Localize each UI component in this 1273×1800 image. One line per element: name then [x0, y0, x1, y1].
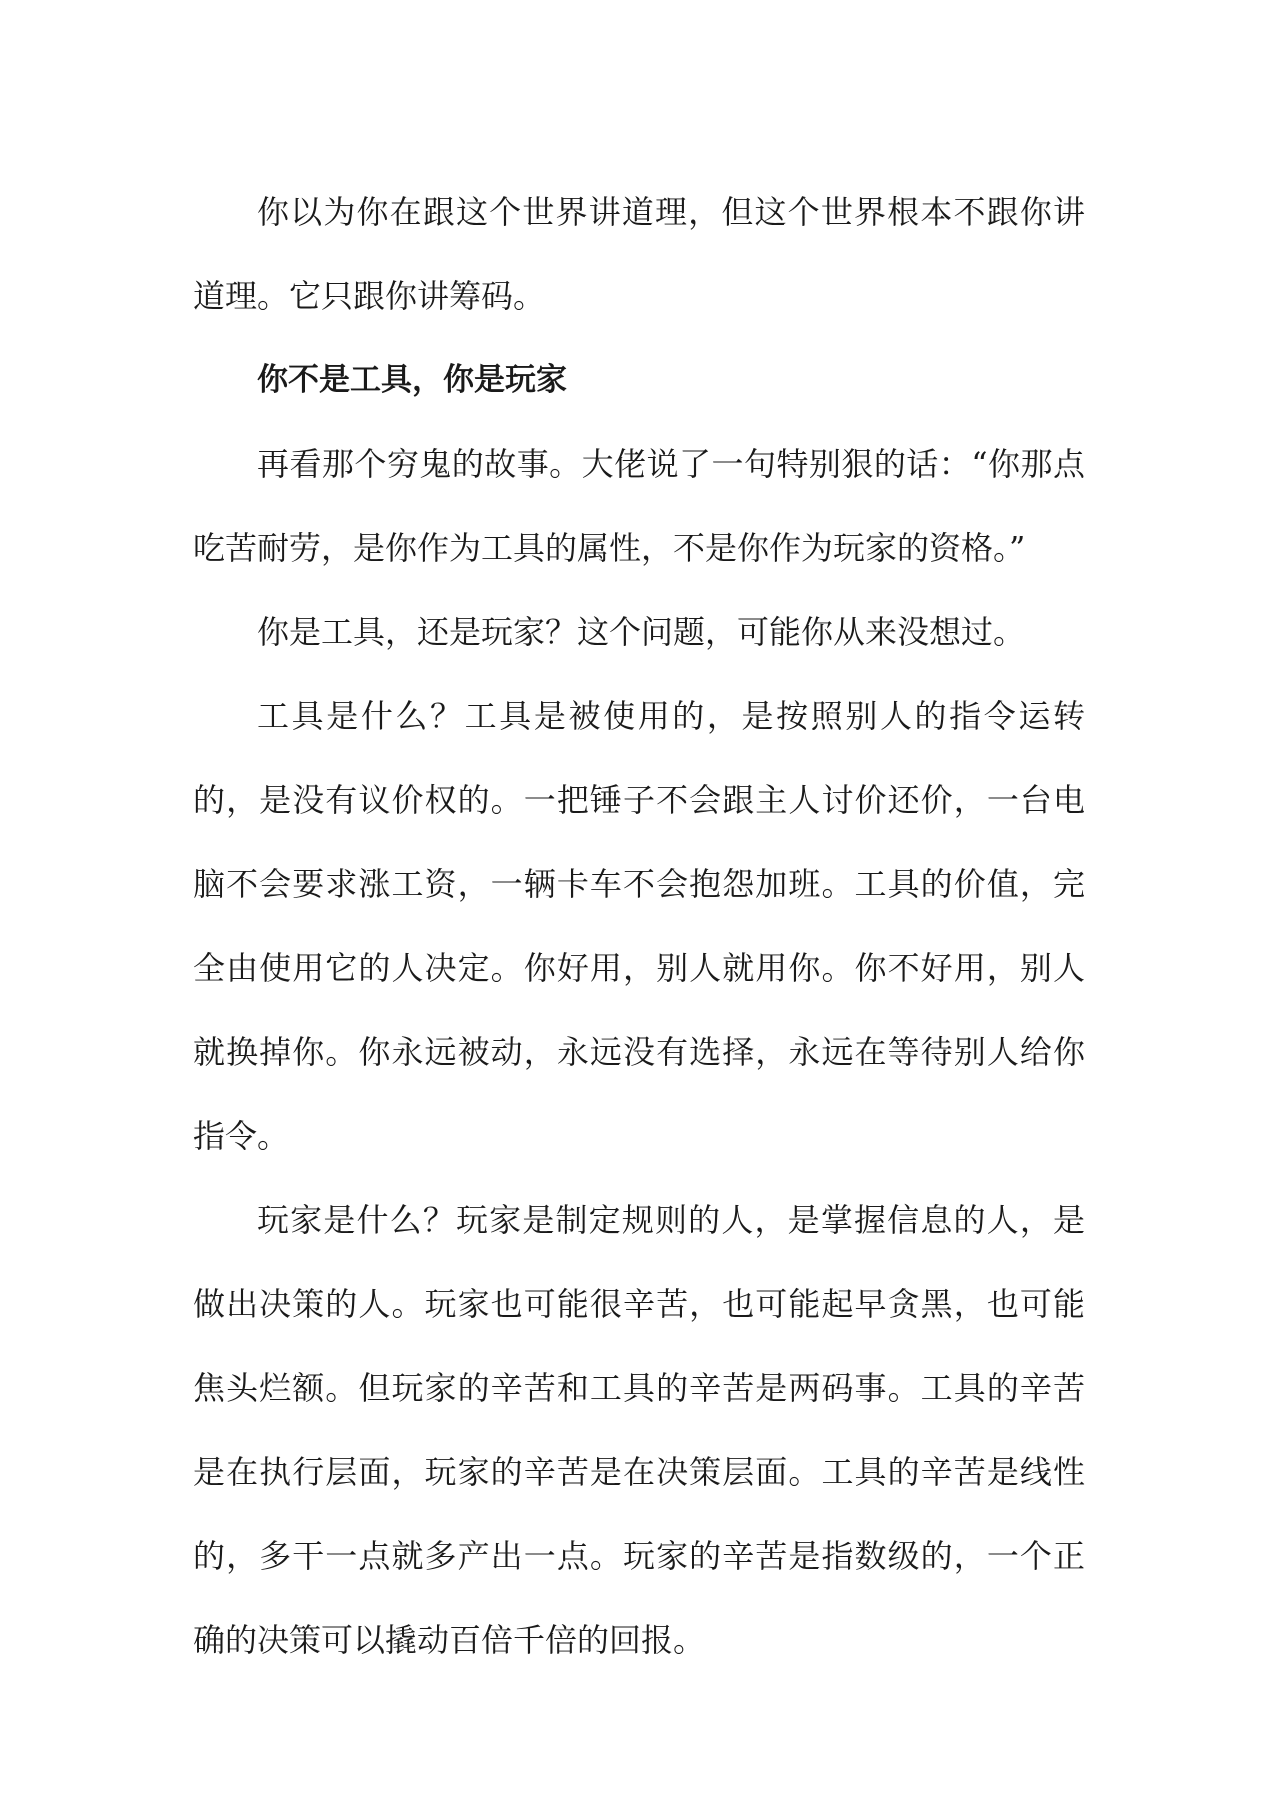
section-heading: 你不是工具，你是玩家: [257, 362, 567, 398]
paragraph-5: 玩家是什么？玩家是制定规则的人，是掌握信息的人，是做出决策的人。玩家也可能很辛苦，也可能起早贪黑，也可能焦头烂额。但玩家的辛苦和工具的辛苦是两码事。工具的辛苦是在执行层面，玩家的辛苦是在决策层面。工具的辛苦是线性的，多干一点就多产出一点。玩家的辛苦是指数级的，一个正确的决策可以撬动百倍千倍的回报。: [193, 1201, 1085, 1659]
document-body: [193, 170, 1085, 1682]
paragraph-4: 工具是什么？工具是被使用的，是按照别人的指令运转的，是没有议价权的。一把锤子不会跟主人讨价还价，一台电脑不会要求涨工资，一辆卡车不会抱怨加班。工具的价值，完全由使用它的人决定。你好用，别人就用你。你不好用，别人就换掉你。你永远被动，永远没有选择，永远在等待别人给你指令。: [193, 697, 1085, 1155]
paragraph-2: 再看那个穷鬼的故事。大佬说了一句特别狠的话：“你那点吃苦耐劳，是你作为工具的属性，不是你作为玩家的资格。”: [193, 445, 1085, 567]
paragraph-3: 你是工具，还是玩家？这个问题，可能你从来没想过。: [257, 613, 1026, 651]
paragraph-1: 你以为你在跟这个世界讲道理，但这个世界根本不跟你讲道理。它只跟你讲筹码。: [193, 193, 1085, 315]
